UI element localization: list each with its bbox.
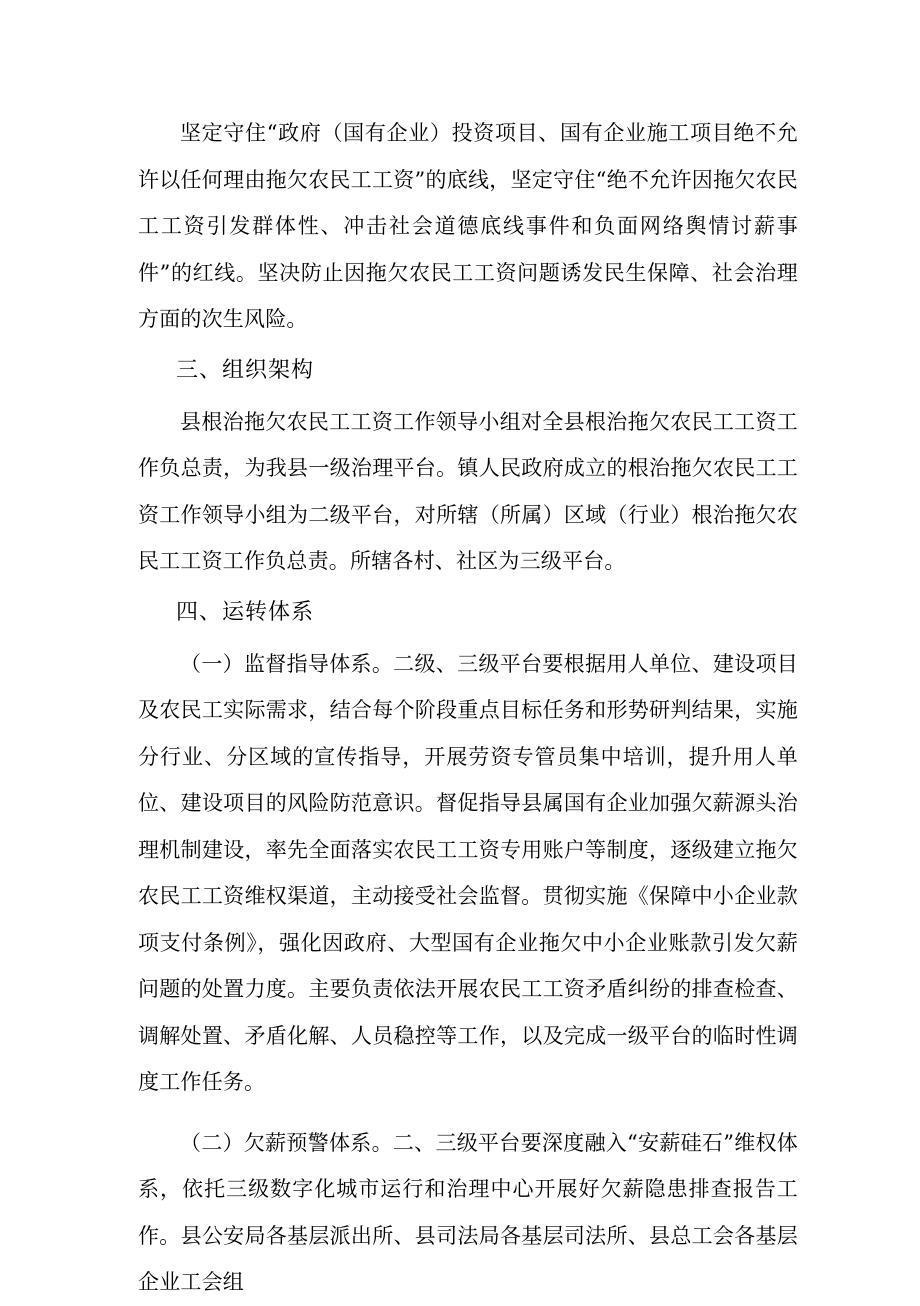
section-heading-organization: 三、组织架构 [176, 357, 315, 383]
paragraph-wage-arrears-warning: （二）欠薪预警体系。二、三级平台要深度融入“安薪硅石”维权体系，依托三级数字化城市运行和治理中心开展好欠薪隐患排查报告工作。县公安局各基层派出所、县司法局各基层司法所、县总工会各基层企业工会组 [138, 1130, 798, 1294]
document-body [138, 110, 798, 1306]
paragraph-spacer [138, 1106, 798, 1120]
section-heading-operation-system: 四、运转体系 [176, 599, 315, 625]
paragraph-organization: 县根治拖欠农民工工资工作领导小组对全县根治拖欠农民工工资工作负总责，为我县一级治理平台。镇人民政府成立的根治拖欠农民工工资工作领导小组为二级平台，对所辖（所属）区域（行业）根治拖欠农民工工资工作负总责。所辖各村、社区为三级平台。 [138, 409, 798, 573]
paragraph-supervision-guidance: （一）监督指导体系。二级、三级平台要根据用人单位、建设项目及农民工实际需求，结合每个阶段重点目标任务和形势研判结果，实施分行业、分区域的宣传指导，开展劳资专管员集中培训，提升用人单位、建设项目的风险防范意识。督促指导县属国有企业加强欠薪源头治理机制建设，率先全面落实农民工工资专用账户等制度，逐级建立拖欠农民工工资维权渠道，主动接受社会监督。贯彻实施《保障中小企业款项支付条例》，强化因政府、大型国有企业拖欠中小企业账款引发欠薪问题的处置力度。主要负责依法开展农民工工资矛盾纠纷的排查检查、调解处置、矛盾化解、人员稳控等工作，以及完成一级平台的临时性调度工作任务。 [138, 651, 798, 1094]
paragraph-bottom-line-statement: 坚定守住“政府（国有企业）投资项目、国有企业施工项目绝不允许以任何理由拖欠农民工工资”的底线，坚定守住“绝不允许因拖欠农民工工资引发群体性、冲击社会道德底线事件和负面网络舆情讨薪事件”的红线。坚决防止因拖欠农民工工资问题诱发民生保障、社会治理方面的次生风险。 [138, 121, 798, 331]
